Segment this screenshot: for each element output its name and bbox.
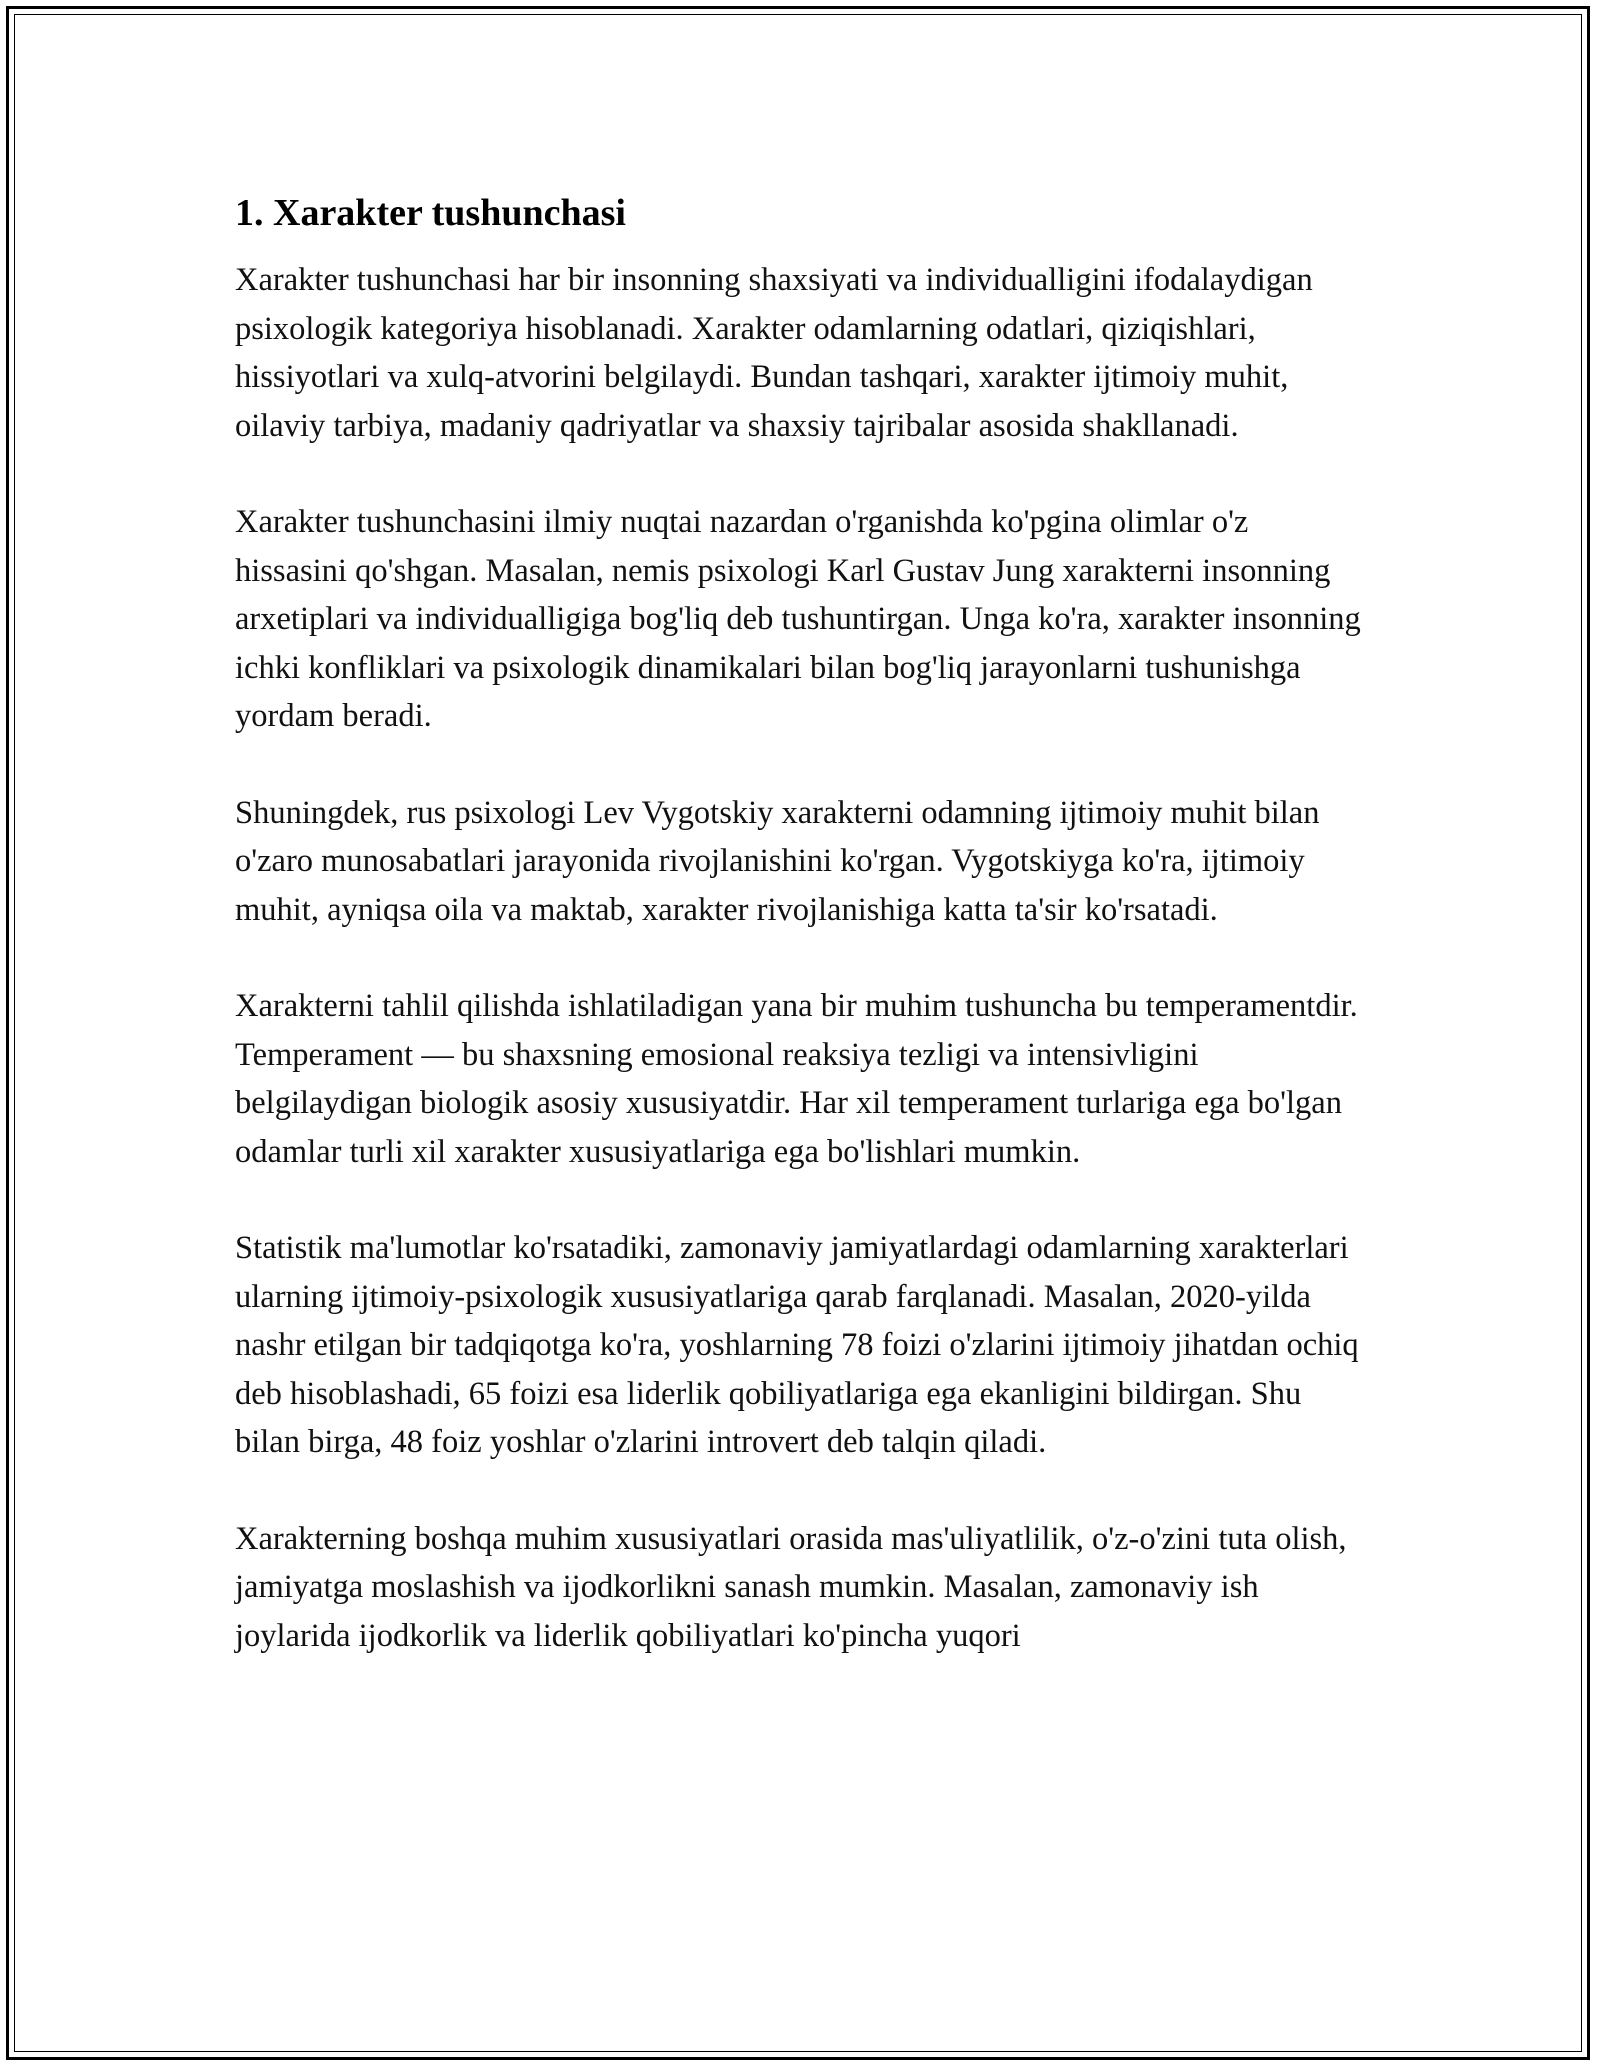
section-title: 1. Xarakter tushunchasi [235,192,626,234]
paragraph-4: Xarakterni tahlil qilishda ishlatiladigan yana bir muhim tushuncha bu temperamentdir. Temperament — bu shaxsning emosional reaksiya tezligi va intensivligini belgilaydigan biologik asosiy xususiyatdir. Har xil temperament turlariga ega bo'lgan odamlar turli xil xarakter xususiyatlariga ega bo'lishlari mumkin. [235,988,1358,1170]
paragraph-2: Xarakter tushunchasini ilmiy nuqtai nazardan o'rganishda ko'pgina olimlar o'z hissasini qo'shgan. Masalan, nemis psixologi Karl Gustav Jung xarakterni insonning arxetiplari va individualligiga bog'liq deb tushuntirgan. Unga ko'ra, xarakter insonning ichki konfliklari va psixologik dinamikalari bilan bog'liq jarayonlarni tushunishga yordam beradi. [235,504,1361,734]
paragraph-1: Xarakter tushunchasi har bir insonning shaxsiyati va individualligini ifodalaydigan psixologik kategoriya hisoblanadi. Xarakter odamlarning odatlari, qiziqishlari, hissiyotlari va xulq-atvorini belgilaydi. Bundan tashqari, xarakter ijtimoiy muhit, oilaviy tarbiya, madaniy qadriyatlar va shaxsiy tajribalar asosida shakllanadi. [235,262,1313,444]
paragraph-3: Shuningdek, rus psixologi Lev Vygotskiy xarakterni odamning ijtimoiy muhit bilan o'zaro munosabatlari jarayonida rivojlanishini ko'rgan. Vygotskiyga ko'ra, ijtimoiy muhit, ayniqsa oila va maktab, xarakter rivojlanishiga katta ta'sir ko'rsatadi. [235,794,1320,928]
document-body [235,187,1365,1708]
paragraph-5: Statistik ma'lumotlar ko'rsatadiki, zamonaviy jamiyatlardagi odamlarning xarakterlari ularning ijtimoiy-psixologik xususiyatlariga qarab farqlanadi. Masalan, 2020-yilda nashr etilgan bir tadqiqotga ko'ra, yoshlarning 78 foizi o'zlarini ijtimoiy jihatdan ochiq deb hisoblashadi, 65 foizi esa liderlik qobiliyatlariga ega ekanligini bildirgan. Shu bilan birga, 48 foiz yoshlar o'zlarini introvert deb talqin qiladi. [235,1230,1359,1460]
paragraph-6: Xarakterning boshqa muhim xususiyatlari orasida mas'uliyatlilik, o'z-o'zini tuta olish, jamiyatga moslashish va ijodkorlikni sanash mumkin. Masalan, zamonaviy ish joylarida ijodkorlik va liderlik qobiliyatlari ko'pincha yuqori [235,1520,1347,1654]
